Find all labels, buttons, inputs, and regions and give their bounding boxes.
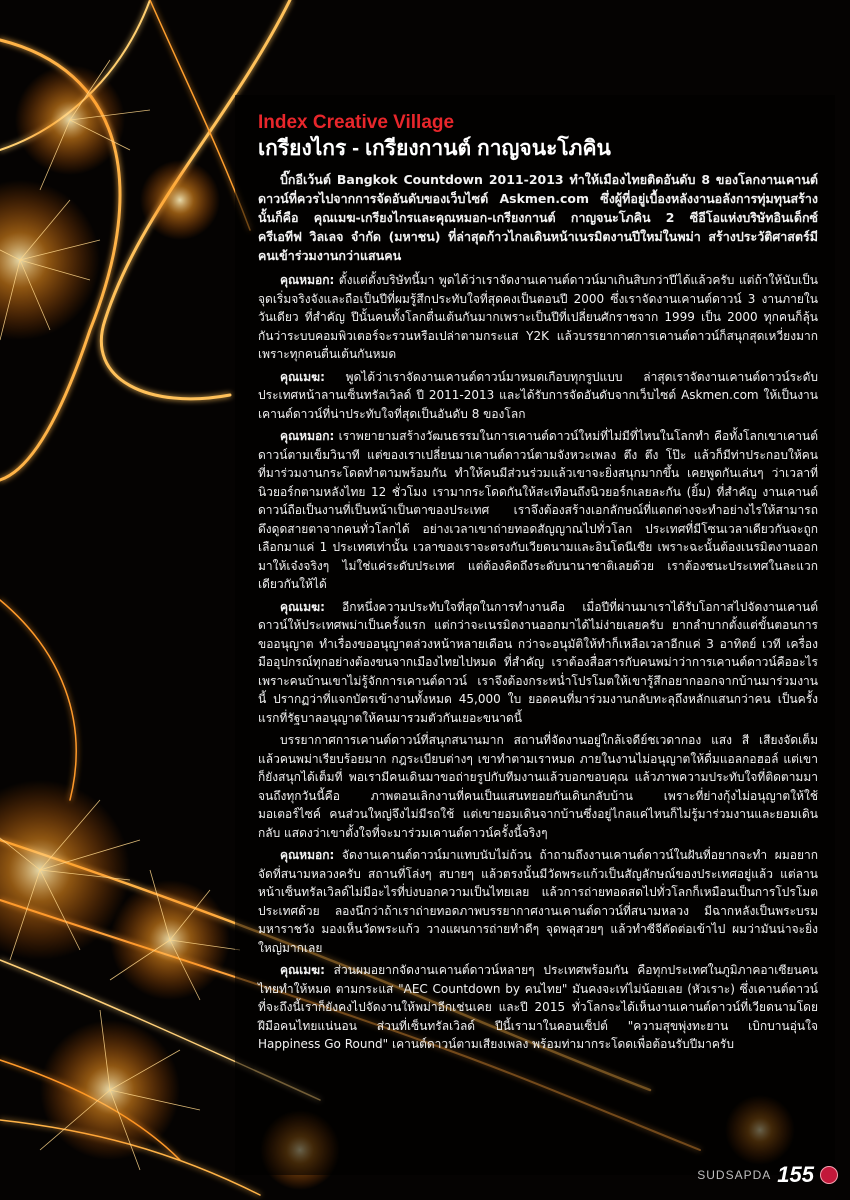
speaker-label: คุณเมฆ: — [280, 369, 325, 384]
interview-paragraph — [258, 271, 818, 364]
speaker-label: คุณเมฆ: — [280, 963, 325, 977]
speaker-label: คุณเมฆ: — [280, 599, 325, 614]
paragraph-text: เราพยายามสร้างวัฒนธรรมในการเคานต์ดาวน์ใหม่ที่ไม่มีที่ไหนในโลกทำ คือทั้งโลกเขาเคานต์ดาวน์ตามเข็มวินาที แต่ของเราเปลี่ยนมาเคานต์ดาวน์ตามจังหวะเพลง ตึง ตึง โป๊ะ แล้วก็มีท่าประกอบให้คนที่มาร่วมงานกระโดดทำตามพร้อมกัน ทำให้คนมีส่วนร่วมแล้วเขาจะยิ่งสนุกมากขึ้น เคยพูดกันเล่นๆ ว่าเวลาที่นิวยอร์กตามหลังไทย 12 ชั่วโมง เรามากระโดดกันให้สะเทือนถึงนิวยอร์กเลยละกัน (ยิ้ม) ที่สำคัญ งานเคานต์ดาวน์ถือเป็นงานที่เป็นหน้าเป็นตาของประเทศ เราจึงต้องสร้างเอกลักษณ์ที่แตกต่างจะทำอย่างไรให้สามารถดึงดูดสายตาจากคนทั่วโลกได้ อย่างเวลาเขาถ่ายทอดสัญญาณไปทั่วโลก ประเทศที่มีโซนเวลาเดียวกันจะถูกเลือกมาแค่ 1 ประเทศเท่านั้น เวลาของเราจะตรงกับเวียดนามและอินโดนีเซีย เพราะฉะนั้นต้องเนรมิตงานออกมาให้เจ๋งจริงๆ ไม่ใช่แค่ระดับประเทศ แต่ต้องคิดถึงระดับนานาชาติเลยด้วย เราต้องชนะประเทศในละแวกเดียวกันให้ได้ — [258, 429, 818, 591]
paragraph-text: บรรยากาศการเคานต์ดาวน์ที่สนุกสนานมาก สถานที่จัดงานอยู่ใกล้เจดีย์ชเวดากอง แสง สี เสียงจัดเต็ม แล้วคนพม่าเรียบร้อยมาก กฎระเบียบต่างๆ เขาทำตามเราหมด ภายในงานไม่อนุญาตให้ดื่มแอลกอฮอล์ แต่เขาก็ยังสนุกได้เต็มที่ พอเรามีคนเดินมาขอถ่ายรูปกับทีมงานแล้วบอกขอบคุณ แล้วภาพความประทับใจที่ติดตามมาจนถึงทุกวันนี้คือ ภาพตอนเลิกงานที่คนเป็นแสนทยอยกันเดินกลับบ้าน เพราะที่ย่างกุ้งไม่อนุญาตให้ใช้มอเตอร์ไซค์ คนส่วนใหญ่จึงไม่มีรถใช้ แต่เขายอมเดินจากบ้านซึ่งอยู่ไกลแค่ไหนก็ไม่รู้มาร่วมงานและยอมเดินกลับ แสดงว่าเขาตั้งใจที่จะมาร่วมเคานต์ดาวน์ครั้งนี้จริงๆ — [258, 733, 818, 840]
magazine-logo-icon — [820, 1166, 838, 1184]
paragraph-text: ตั้งแต่ตั้งบริษัทนี้มา พูดได้ว่าเราจัดงานเคานต์ดาวน์มาเกินสิบกว่าปีได้แล้วครับ แต่ถ้าให้นับเป็นจุดเริ่มจริงจังและถือเป็นปีที่ผมรู้สึกประทับใจที่สุดคงเป็นตอนปี 2000 ซึ่งเราจัดงานเคานต์ดาวน์ 3 งานภายในวันเดียว ที่สำคัญ ปีนั้นคนทั้งโลกตื่นเต้นกันมากเพราะเป็นปีที่เปลี่ยนศักราชจาก 1999 เป็น 2000 ทุกคนก็ลุ้นกันว่าระบบคอมพิวเตอร์จะรวนหรือเปล่าตามกระแส Y2K แล้วบรรยากาศการเคานต์ดาวน์ก็สนุกสุดเหวี่ยงมากเพราะทุกคนตื่นเต้นกันหมด — [258, 273, 818, 361]
magazine-name: SUDSAPDA — [697, 1168, 772, 1182]
article-title: เกรียงไกร - เกรียงกานต์ กาญจนะโภคิน — [258, 137, 611, 160]
speaker-label: คุณหมอก: — [280, 273, 335, 287]
article-kicker: Index Creative Village — [258, 112, 455, 133]
article — [258, 112, 818, 1058]
interview-paragraph — [258, 961, 818, 1054]
interview-paragraph — [258, 368, 818, 424]
interview-paragraph — [258, 731, 818, 842]
paragraph-text: ส่วนผมอยากจัดงานเคานต์ดาวน์หลายๆ ประเทศพร้อมกัน คือทุกประเทศในภูมิภาคอาเซียนคนไทยทำให้หมด ตามกระแส "AEC Countdown by คนไทย" มันคงจะเท่ไม่น้อยเลย (หัวเราะ) ซึ่งเคานต์ดาวน์ที่จะถึงนี้เราก็ยังคงไปจัดงานให้พม่าอีกเช่นเคย และปี 2015 ทั่วโลกจะได้เห็นงานเคานต์ดาวน์ที่เวียดนามโดยฝีมือคนไทยแน่นอน ส่วนที่เซ็นทรัลเวิลด์ ปีนี้เรามาในคอนเซ็ปต์ "ความสุขพุ่งทะยาน เบิกบานอุ่นใจ Happiness Go Round" เคานต์ดาวน์ตามเสียงเพลง พร้อมท่ามากระโดดเพื่อต้อนรับปีมาครับ — [258, 963, 818, 1051]
article-lead: บิ๊กอีเว้นต์ Bangkok Countdown 2011-2013 ทำให้เมืองไทยติดอันดับ 8 ของโลกงานเคานต์ดาวน์ที่ควรไปจากการจัดอันดับของเว็บไซต์ Askmen.com ซึ่งผู้ที่อยู่เบื้องหลังงานอลังการทุ่มทุนสร้างนั้นก็คือ คุณเมฆ-เกรียงไกรและคุณหมอก-เกรียงกานต์ กาญจนะโภคิน 2 ซีอีโอแห่งบริษัทอินเด็กซ์ ครีเอทีฟ วิลเลจ จำกัด (มหาชน) ที่ล่าสุดก้าวไกลเดินหน้าเนรมิตงานปีใหม่ในพม่า สร้างประวัติศาสตร์มีคนเข้าร่วมงานกว่าแสนคน — [258, 172, 818, 263]
page-number: 155 — [777, 1162, 814, 1187]
interview-paragraph — [258, 846, 818, 957]
paragraph-text: พูดได้ว่าเราจัดงานเคานต์ดาวน์มาหมดเกือบทุกรูปแบบ ล่าสุดเราจัดงานเคานต์ดาวน์ระดับประเทศหน้าลานเซ็นทรัลเวิลด์ ปี 2011-2013 และได้รับการจัดอันดับจากเว็บไซต์ Askmen.com ให้เป็นงานเคานต์ดาวน์ที่น่าประทับใจที่สุดเป็นอันดับ 8 ของโลก — [258, 369, 818, 421]
speaker-label: คุณหมอก: — [280, 429, 335, 443]
speaker-label: คุณหมอก: — [280, 848, 335, 862]
paragraph-text: อีกหนึ่งความประทับใจที่สุดในการทำงานคือ เมื่อปีที่ผ่านมาเราได้รับโอกาสไปจัดงานเคานต์ดาวน์ให้ประเทศพม่าเป็นครั้งแรก แต่กว่าจะเนรมิตงานออกมาได้ไม่ง่ายเลยครับ ยากลำบากตั้งแต่ขั้นตอนการขออนุญาต ทำเรื่องขออนุญาตล่วงหน้าหลายเดือน กว่าจะอนุมัติให้ทำก็เหลือเวลาอีกแค่ 3 อาทิตย์ เวที เครื่องมืออุปกรณ์ทุกอย่างต้องขนจากเมืองไทยไปหมด ที่สำคัญ เราต้องสื่อสารกับคนพม่าว่าการเคานต์ดาวน์คืออะไร เพราะคนบ้านเขาไม่รู้จักการเคานต์ดาวน์ เราจึงต้องกระหน่ำโปรโมตให้เขารู้สึกอยากออกจากบ้านมาร่วมงานนี้ ปรากฏว่าที่แจกบัตรเข้างานทั้งหมด 45,000 ใบ ยอดคนที่มาร่วมงานกลับทะลุถึงหลักแสนกว่าคน เป็นครั้งแรกที่รัฐบาลอนุญาตให้คนมารวมตัวกันเยอะขนาดนี้ — [258, 599, 818, 725]
page-footer — [697, 1162, 838, 1188]
paragraph-text: จัดงานเคานต์ดาวน์มาแทบนับไม่ถ้วน ถ้าถามถึงงานเคานต์ดาวน์ในฝันที่อยากจะทำ ผมอยากจัดที่สนามหลวงครับ สถานที่โล่งๆ สบายๆ แล้วตรงนั้นมีวัดพระแก้วเป็นสัญลักษณ์ของประเทศอยู่แล้ว แต่ลานหน้าเซ็นทรัลเวิลด์ไม่มีอะไรที่บ่งบอกความเป็นไทยเลย แล้วการถ่ายทอดสดไปทั่วโลกก็เหมือนเป็นการโปรโมตประเทศด้วย ลองนึกว่าถ้าเราถ่ายทอดภาพบรรยากาศงานเคานต์ดาวน์ที่สนามหลวง มีฉากหลังเป็นพระบรมมหาราชวัง มองเห็นวัดพระแก้ว วางแผนการถ่ายทำดีๆ จุดพลุสวยๆ แล้วทำซีจีตัดต่อเข้าไป ผมว่ามันน่าจะยิ่งใหญ่มากเลย — [258, 848, 818, 955]
interview-paragraph — [258, 598, 818, 728]
interview-paragraph — [258, 427, 818, 594]
